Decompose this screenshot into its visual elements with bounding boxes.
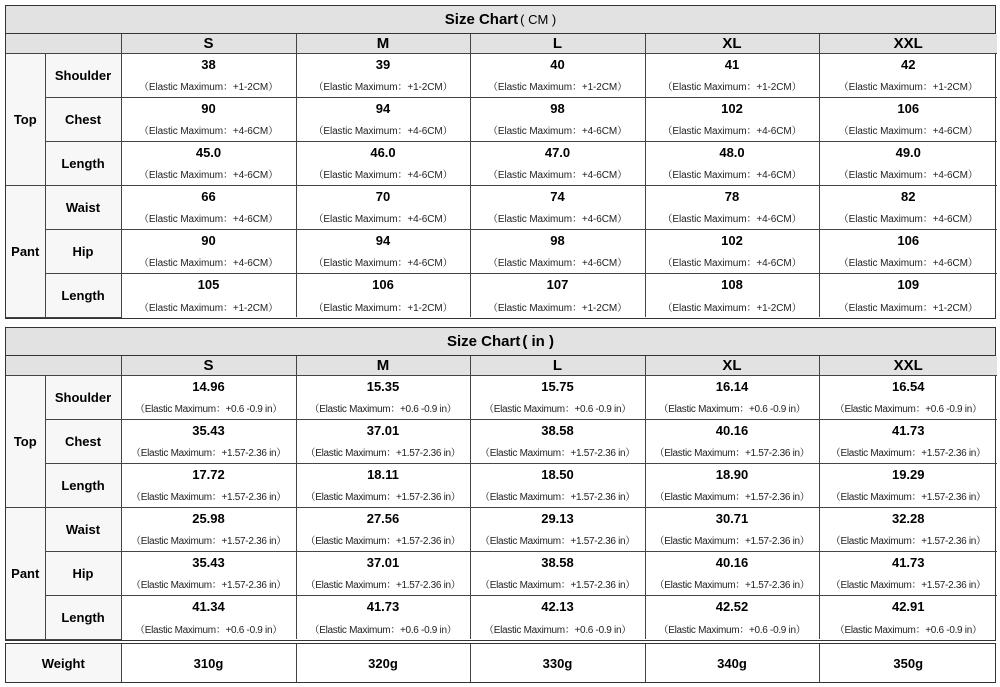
measurement-row	[6, 141, 997, 163]
elastic-note: （Elastic Maximum：+1.57-2.36 in）	[121, 529, 296, 551]
measurement-value: 41.73	[819, 419, 997, 441]
elastic-note: （Elastic Maximum：+1-2CM）	[819, 75, 997, 97]
measurement-label: Waist	[45, 507, 121, 551]
measurement-label: Shoulder	[45, 53, 121, 97]
measurement-value: 109	[819, 273, 997, 295]
elastic-note: （Elastic Maximum：+0.6 -0.9 in）	[645, 617, 819, 639]
measurement-value: 37.01	[296, 419, 470, 441]
measurement-value: 17.72	[121, 463, 296, 485]
elastic-note: （Elastic Maximum：+1.57-2.36 in）	[296, 441, 470, 463]
elastic-note: （Elastic Maximum：+4-6CM）	[645, 251, 819, 273]
elastic-note: （Elastic Maximum：+1.57-2.36 in）	[819, 485, 997, 507]
measurement-value: 47.0	[470, 141, 645, 163]
weight-value: 350g	[819, 644, 997, 682]
measurement-value: 41.34	[121, 595, 296, 617]
elastic-note: （Elastic Maximum：+0.6 -0.9 in）	[645, 397, 819, 419]
measurement-value: 18.11	[296, 463, 470, 485]
measurement-value: 42.91	[819, 595, 997, 617]
measurement-row	[6, 185, 997, 207]
measurement-value: 38.58	[470, 419, 645, 441]
elastic-note: （Elastic Maximum：+1-2CM）	[296, 295, 470, 317]
size-header-m: M	[296, 356, 470, 375]
elastic-note: （Elastic Maximum：+4-6CM）	[470, 207, 645, 229]
measurement-value: 40.16	[645, 551, 819, 573]
elastic-note: （Elastic Maximum：+1-2CM）	[296, 75, 470, 97]
measurement-row	[6, 507, 997, 529]
measurement-value: 74	[470, 185, 645, 207]
elastic-note-row	[6, 441, 997, 463]
elastic-note: （Elastic Maximum：+0.6 -0.9 in）	[819, 397, 997, 419]
elastic-note-row	[6, 397, 997, 419]
measurement-value: 14.96	[121, 375, 296, 397]
elastic-note: （Elastic Maximum：+1-2CM）	[470, 295, 645, 317]
measurement-row	[6, 419, 997, 441]
measurement-label: Chest	[45, 419, 121, 463]
measurement-value: 29.13	[470, 507, 645, 529]
elastic-note: （Elastic Maximum：+1-2CM）	[819, 295, 997, 317]
measurement-value: 40.16	[645, 419, 819, 441]
measurement-label: Length	[45, 273, 121, 317]
measurement-value: 32.28	[819, 507, 997, 529]
measurement-row	[6, 229, 997, 251]
elastic-note: （Elastic Maximum：+1.57-2.36 in）	[296, 485, 470, 507]
measurement-value: 66	[121, 185, 296, 207]
elastic-note: （Elastic Maximum：+1.57-2.36 in）	[470, 441, 645, 463]
measurement-row	[6, 53, 997, 75]
weight-value: 330g	[470, 644, 645, 682]
elastic-note: （Elastic Maximum：+4-6CM）	[121, 251, 296, 273]
elastic-note: （Elastic Maximum：+1.57-2.36 in）	[470, 573, 645, 595]
size-header-m: M	[296, 34, 470, 53]
elastic-note: （Elastic Maximum：+1.57-2.36 in）	[645, 529, 819, 551]
measurement-label: Length	[45, 141, 121, 185]
elastic-note: （Elastic Maximum：+1.57-2.36 in）	[645, 485, 819, 507]
measurement-value: 18.50	[470, 463, 645, 485]
elastic-note: （Elastic Maximum：+4-6CM）	[470, 163, 645, 185]
elastic-note-row	[6, 75, 997, 97]
measurement-value: 48.0	[645, 141, 819, 163]
measurement-value: 15.35	[296, 375, 470, 397]
measurement-value: 37.01	[296, 551, 470, 573]
measurement-label: Waist	[45, 185, 121, 229]
measurement-value: 90	[121, 97, 296, 119]
size-header-s: S	[121, 34, 296, 53]
chart-title-bar	[6, 328, 995, 356]
measurement-value: 38.58	[470, 551, 645, 573]
measurement-value: 106	[296, 273, 470, 295]
group-label: Top	[6, 375, 45, 507]
measurement-value: 46.0	[296, 141, 470, 163]
elastic-note: （Elastic Maximum：+4-6CM）	[121, 163, 296, 185]
elastic-note: （Elastic Maximum：+1.57-2.36 in）	[121, 573, 296, 595]
elastic-note: （Elastic Maximum：+1.57-2.36 in）	[296, 529, 470, 551]
header-blank-cell	[6, 34, 121, 53]
measurement-value: 41.73	[296, 595, 470, 617]
measurement-value: 78	[645, 185, 819, 207]
measurement-value: 94	[296, 229, 470, 251]
elastic-note: （Elastic Maximum：+1.57-2.36 in）	[645, 441, 819, 463]
elastic-note-row	[6, 119, 997, 141]
measurement-value: 107	[470, 273, 645, 295]
measurement-value: 25.98	[121, 507, 296, 529]
elastic-note-row	[6, 295, 997, 317]
measurement-value: 38	[121, 53, 296, 75]
chart-title: Size Chart	[444, 11, 519, 28]
measurement-value: 98	[470, 97, 645, 119]
measurement-row	[6, 595, 997, 617]
size-header-row	[6, 34, 997, 53]
measurement-label: Hip	[45, 551, 121, 595]
measurement-row	[6, 97, 997, 119]
measurement-value: 102	[645, 97, 819, 119]
measurement-value: 42.52	[645, 595, 819, 617]
measurement-value: 94	[296, 97, 470, 119]
elastic-note-row	[6, 251, 997, 273]
measurement-value: 41	[645, 53, 819, 75]
size-header-xl: XL	[645, 34, 819, 53]
elastic-note: （Elastic Maximum：+0.6 -0.9 in）	[470, 397, 645, 419]
size-header-row	[6, 356, 997, 375]
weight-label: Weight	[6, 644, 121, 682]
measurement-row	[6, 551, 997, 573]
elastic-note: （Elastic Maximum：+4-6CM）	[296, 207, 470, 229]
measurement-value: 102	[645, 229, 819, 251]
elastic-note-row	[6, 617, 997, 639]
elastic-note: （Elastic Maximum：+0.6 -0.9 in）	[470, 617, 645, 639]
measurement-label: Shoulder	[45, 375, 121, 419]
weight-value: 320g	[296, 644, 470, 682]
size-header-s: S	[121, 356, 296, 375]
chart-unit: ( in )	[522, 333, 554, 350]
elastic-note: （Elastic Maximum：+4-6CM）	[470, 251, 645, 273]
elastic-note: （Elastic Maximum：+4-6CM）	[645, 163, 819, 185]
size-table-cm	[6, 34, 997, 318]
weight-value: 340g	[645, 644, 819, 682]
elastic-note: （Elastic Maximum：+4-6CM）	[296, 119, 470, 141]
chart-title-bar	[6, 6, 995, 34]
measurement-value: 49.0	[819, 141, 997, 163]
elastic-note: （Elastic Maximum：+1.57-2.36 in）	[819, 529, 997, 551]
elastic-note: （Elastic Maximum：+4-6CM）	[296, 251, 470, 273]
measurement-value: 19.29	[819, 463, 997, 485]
measurement-value: 16.54	[819, 375, 997, 397]
elastic-note: （Elastic Maximum：+4-6CM）	[819, 119, 997, 141]
elastic-note: （Elastic Maximum：+0.6 -0.9 in）	[121, 397, 296, 419]
elastic-note: （Elastic Maximum：+4-6CM）	[645, 119, 819, 141]
elastic-note: （Elastic Maximum：+1-2CM）	[645, 295, 819, 317]
elastic-note: （Elastic Maximum：+1.57-2.36 in）	[645, 573, 819, 595]
measurement-value: 42	[819, 53, 997, 75]
elastic-note: （Elastic Maximum：+1.57-2.36 in）	[819, 441, 997, 463]
measurement-value: 40	[470, 53, 645, 75]
measurement-value: 35.43	[121, 419, 296, 441]
elastic-note: （Elastic Maximum：+0.6 -0.9 in）	[296, 397, 470, 419]
measurement-row	[6, 375, 997, 397]
measurement-value: 35.43	[121, 551, 296, 573]
measurement-value: 70	[296, 185, 470, 207]
measurement-label: Length	[45, 463, 121, 507]
measurement-label: Hip	[45, 229, 121, 273]
elastic-note: （Elastic Maximum：+1.57-2.36 in）	[470, 529, 645, 551]
elastic-note: （Elastic Maximum：+0.6 -0.9 in）	[296, 617, 470, 639]
measurement-value: 41.73	[819, 551, 997, 573]
chart-unit: ( CM )	[520, 12, 557, 27]
weight-row	[6, 644, 997, 682]
elastic-note: （Elastic Maximum：+1-2CM）	[645, 75, 819, 97]
elastic-note: （Elastic Maximum：+1-2CM）	[121, 75, 296, 97]
elastic-note: （Elastic Maximum：+1.57-2.36 in）	[121, 485, 296, 507]
size-chart-cm	[5, 5, 996, 319]
chart-title: Size Chart	[446, 333, 521, 350]
measurement-value: 15.75	[470, 375, 645, 397]
elastic-note: （Elastic Maximum：+0.6 -0.9 in）	[819, 617, 997, 639]
measurement-value: 108	[645, 273, 819, 295]
group-label: Top	[6, 53, 45, 185]
measurement-label: Chest	[45, 97, 121, 141]
measurement-value: 39	[296, 53, 470, 75]
measurement-value: 27.56	[296, 507, 470, 529]
weight-table	[5, 643, 996, 683]
elastic-note-row	[6, 573, 997, 595]
measurement-value: 105	[121, 273, 296, 295]
group-label: Pant	[6, 185, 45, 317]
size-header-xl: XL	[645, 356, 819, 375]
header-blank-cell	[6, 356, 121, 375]
elastic-note-row	[6, 163, 997, 185]
size-header-xxl: XXL	[819, 34, 997, 53]
group-label: Pant	[6, 507, 45, 639]
elastic-note: （Elastic Maximum：+4-6CM）	[296, 163, 470, 185]
measurement-value: 106	[819, 97, 997, 119]
measurement-row	[6, 463, 997, 485]
elastic-note-row	[6, 207, 997, 229]
measurement-value: 82	[819, 185, 997, 207]
elastic-note: （Elastic Maximum：+1.57-2.36 in）	[470, 485, 645, 507]
elastic-note: （Elastic Maximum：+1.57-2.36 in）	[296, 573, 470, 595]
elastic-note: （Elastic Maximum：+4-6CM）	[819, 251, 997, 273]
elastic-note: （Elastic Maximum：+4-6CM）	[819, 207, 997, 229]
measurement-value: 106	[819, 229, 997, 251]
elastic-note: （Elastic Maximum：+4-6CM）	[645, 207, 819, 229]
elastic-note: （Elastic Maximum：+1-2CM）	[470, 75, 645, 97]
weight-value: 310g	[121, 644, 296, 682]
size-header-l: L	[470, 34, 645, 53]
elastic-note: （Elastic Maximum：+4-6CM）	[121, 207, 296, 229]
measurement-value: 45.0	[121, 141, 296, 163]
elastic-note-row	[6, 529, 997, 551]
size-header-xxl: XXL	[819, 356, 997, 375]
size-table-in	[6, 356, 997, 640]
measurement-label: Length	[45, 595, 121, 639]
measurement-value: 16.14	[645, 375, 819, 397]
elastic-note-row	[6, 485, 997, 507]
measurement-row	[6, 273, 997, 295]
size-chart-in	[5, 327, 996, 641]
measurement-value: 90	[121, 229, 296, 251]
measurement-value: 42.13	[470, 595, 645, 617]
elastic-note: （Elastic Maximum：+1-2CM）	[121, 295, 296, 317]
measurement-value: 30.71	[645, 507, 819, 529]
size-header-l: L	[470, 356, 645, 375]
elastic-note: （Elastic Maximum：+1.57-2.36 in）	[819, 573, 997, 595]
measurement-value: 98	[470, 229, 645, 251]
elastic-note: （Elastic Maximum：+1.57-2.36 in）	[121, 441, 296, 463]
elastic-note: （Elastic Maximum：+4-6CM）	[470, 119, 645, 141]
elastic-note: （Elastic Maximum：+4-6CM）	[819, 163, 997, 185]
measurement-value: 18.90	[645, 463, 819, 485]
elastic-note: （Elastic Maximum：+0.6 -0.9 in）	[121, 617, 296, 639]
elastic-note: （Elastic Maximum：+4-6CM）	[121, 119, 296, 141]
